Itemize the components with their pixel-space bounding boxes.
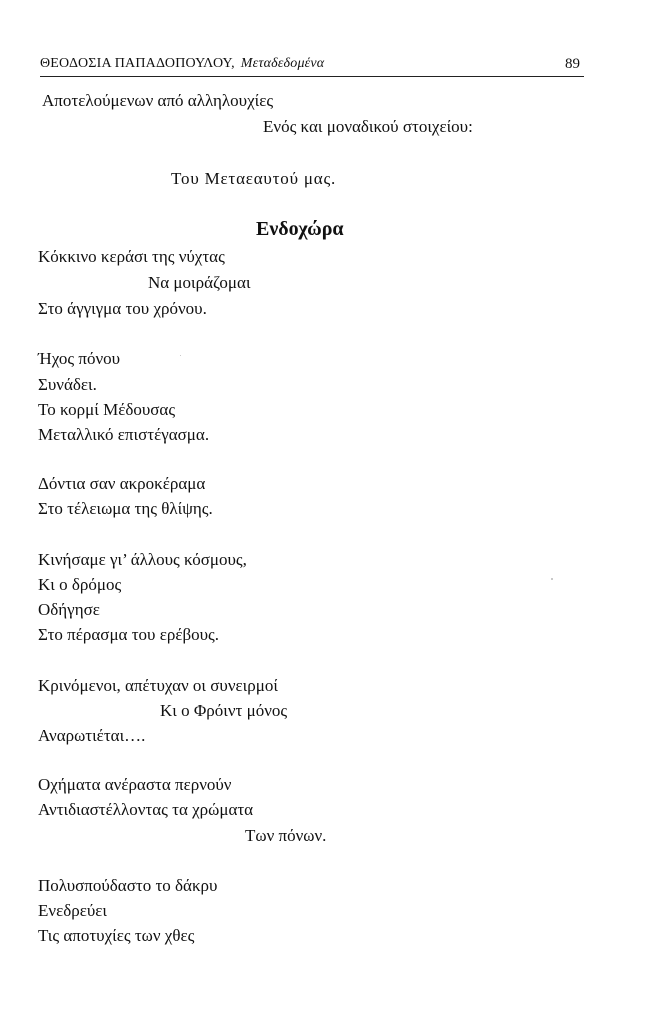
header-author: ΘΕΟΔΟΣΙΑ ΠΑΠΑΔΟΠΟΥΛΟΥ, Μεταδεδομένα [40, 56, 325, 71]
poem-line: Στο πέρασμα του ερέβους. [38, 625, 220, 644]
poem-title: Ενδοχώρα [256, 218, 344, 240]
poem-line: Να μοιράζομαι [148, 273, 251, 292]
poem-line: Αναρωτιέται…. [38, 726, 146, 745]
poem-line: Οχήματα ανέραστα περνούν [38, 775, 232, 794]
poem-line: Ενεδρεύει [38, 901, 107, 920]
poem-line: Κι ο Φρόιντ μόνος [160, 701, 288, 720]
poem-line: Κόκκινο κεράσι της νύχτας [38, 247, 225, 266]
poem-line: Πολυσπούδαστο το δάκρυ [38, 876, 218, 895]
poem-line: Κινήσαμε γι’ άλλους κόσμους, [38, 550, 247, 569]
scan-speck [551, 578, 553, 580]
poem-line: Των πόνων. [245, 826, 327, 845]
poem-line: Συνάδει. [38, 375, 97, 394]
poem-line: Δόντια σαν ακροκέραμα [38, 474, 206, 493]
poem-line: Στο τέλειωμα της θλίψης. [38, 499, 213, 518]
poem-line: Αντιδιαστέλλοντας τα χρώματα [38, 800, 254, 819]
previous-poem-line: Του Μεταεαυτού μας. [171, 169, 337, 188]
poem-line: Το κορμί Μέδουσας [38, 400, 176, 419]
poem-line: Τις αποτυχίες των χθες [38, 926, 195, 945]
previous-poem-line: Αποτελούμενων από αλληλουχίες [42, 91, 274, 110]
poem-line: Κρινόμενοι, απέτυχαν οι συνειρμοί [38, 676, 278, 695]
poem-line: Στο άγγιγμα του χρόνου. [38, 299, 207, 318]
running-header [40, 52, 584, 77]
poem-line: Ήχος πόνου [38, 349, 121, 368]
header-book-title: Μεταδεδομένα [240, 56, 325, 71]
poem-line: Οδήγησε [38, 600, 100, 619]
poem-line: Μεταλλικό επιστέγασμα. [38, 425, 210, 444]
previous-poem-line: Ενός και μοναδικού στοιχείου: [263, 117, 473, 136]
page-number: 89 [565, 56, 580, 72]
poem-line: Κι ο δρόμος [38, 575, 122, 594]
scan-speck [180, 355, 181, 356]
